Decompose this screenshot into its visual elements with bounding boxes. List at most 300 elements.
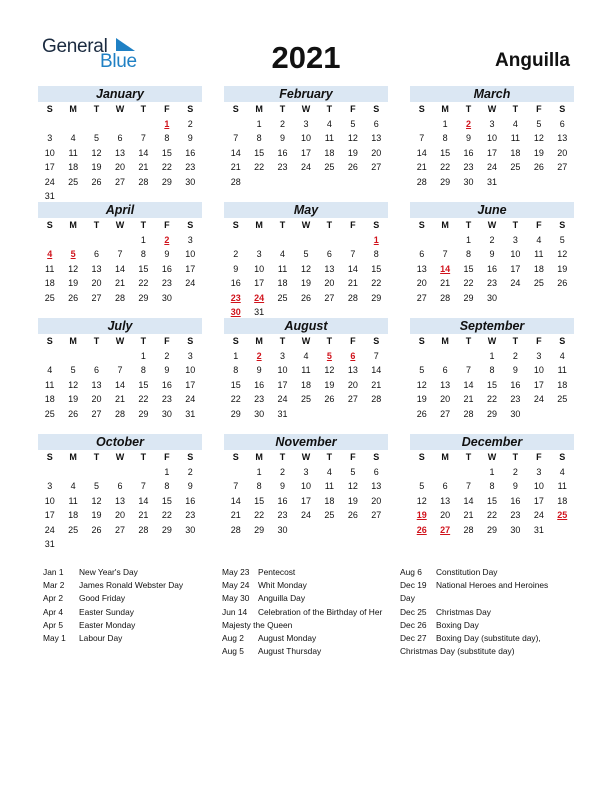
day-cell: 24 [44,524,55,535]
holiday-column [43,566,183,645]
weekday-header [410,218,574,233]
day-cell: 16 [161,263,172,274]
empty-day-cell [294,233,317,248]
month-september [410,318,574,421]
day-cell: 3 [187,234,193,245]
week-row [38,494,202,509]
day-cell: 3 [303,118,309,129]
month-title: January [38,86,202,102]
day-cell: 21 [440,278,451,288]
weekday-header [38,334,202,349]
week-row [410,146,574,161]
empty-day-cell [38,117,61,132]
weekday-label: S [187,452,194,462]
weekday-label: W [301,452,311,462]
weekday-label: M [441,336,449,346]
day-cell: 31 [44,191,55,201]
day-cell: 8 [466,249,472,259]
holiday-date: Dec 27 [400,633,427,644]
logo-triangle-icon [114,37,136,53]
day-cell: 10 [486,133,497,143]
weekday-label: W [115,452,125,462]
day-cell: 10 [185,249,196,259]
day-cell: 29 [486,408,497,419]
day-cell: 18 [324,495,335,506]
day-cell: 9 [512,481,518,491]
day-cell: 24 [533,394,544,404]
day-cell: 9 [164,249,170,259]
empty-day-cell [410,233,433,248]
holiday-entry [43,606,183,619]
day-cell: 27 [347,394,358,404]
day-cell: 19 [416,394,427,404]
day-cell: 17 [533,495,544,506]
day-cell: 3 [489,118,495,129]
weekday-label: T [512,220,519,230]
weekday-label: M [69,104,77,114]
weekday-label: F [536,220,542,230]
day-cell: 1 [140,350,146,361]
day-cell: 28 [114,292,125,303]
week-row [38,479,202,494]
holiday-date: May 24 [222,580,250,591]
week-row [38,508,202,523]
day-cell: 26 [347,162,358,172]
day-cell: 11 [45,263,55,274]
weekday-label: F [164,452,170,462]
holiday-name: National Heroes and Heroines [436,580,549,591]
day-cell: 30 [161,292,172,303]
empty-day-cell [224,233,247,248]
day-cell: 21 [416,162,427,172]
day-cell: 12 [91,147,102,158]
holiday-entry [222,645,382,658]
weekday-label: M [69,336,77,346]
holiday-entry [400,619,548,632]
day-cell: 28 [463,408,474,419]
holiday-column [400,566,548,658]
day-cell: 4 [303,350,309,361]
day-cell: 14 [138,147,149,158]
day-cell: 1 [442,118,448,129]
day-cell: 15 [463,263,474,274]
weekday-label: S [373,452,380,462]
day-cell: 27 [324,292,335,303]
weekday-label: S [232,220,239,230]
week-row [38,233,202,248]
day-cell: 14 [347,263,358,274]
weekday-label: F [536,336,542,346]
empty-day-cell [527,291,550,306]
day-cell: 25 [44,408,55,419]
day-cell: 9 [256,365,262,375]
day-cell: 26 [416,408,427,419]
day-cell: 15 [254,147,265,158]
day-cell: 27 [91,292,102,303]
day-cell: 13 [347,365,358,375]
holiday-name: August Thursday [258,646,322,657]
weekday-label: T [93,220,100,230]
day-cell: 20 [371,495,382,506]
day-cell: 11 [68,147,78,158]
week-row [410,494,574,509]
day-cell: 22 [161,510,172,520]
day-cell: 23 [277,510,288,520]
week-row [410,247,574,262]
day-cell: 1 [140,234,146,245]
day-cell: 16 [277,147,288,158]
day-cell: 6 [442,365,448,375]
day-cell: 14 [230,147,241,158]
day-cell: 1 [233,350,239,361]
weekday-label: W [115,104,125,114]
day-cell: 14 [463,379,474,390]
day-cell: 11 [324,481,335,491]
day-cell: 9 [466,133,472,143]
day-cell: 6 [326,249,332,259]
holiday-name: James Ronald Webster Day [79,580,184,591]
day-cell: 10 [44,495,55,506]
weekday-label: S [559,336,566,346]
weekday-label: M [441,452,449,462]
week-row [38,146,202,161]
holiday-entry [43,592,183,605]
weekday-label: W [115,220,125,230]
empty-day-cell [224,117,247,132]
day-cell: 26 [533,162,544,172]
week-row [38,363,202,378]
holiday-entry [400,606,548,619]
day-cell: 25 [324,510,335,520]
empty-day-cell [38,465,61,480]
day-cell: 10 [510,249,521,259]
day-cell: 10 [254,263,265,274]
holiday-name-continued: Christmas Day (substitute day) [400,646,515,657]
holiday-date: Apr 2 [43,593,64,604]
day-cell: 5 [350,118,356,129]
day-cell: 2 [512,350,518,361]
empty-day-cell [132,465,155,480]
day-cell: 31 [185,408,196,419]
day-cell: 23 [185,162,196,172]
day-cell: 12 [68,263,79,274]
day-cell: 19 [533,147,544,158]
day-cell: 11 [277,263,288,274]
holiday-name: Boxing Day [436,619,479,630]
day-cell: 2 [512,466,518,477]
day-cell: 23 [463,162,474,172]
empty-day-cell [85,117,108,132]
weekday-label: W [115,336,125,346]
day-cell: 1 [466,234,472,245]
month-title: August [224,318,388,334]
week-row [38,378,202,393]
day-cell: 22 [463,278,474,288]
day-cell: 4 [280,249,286,259]
day-cell: 13 [557,133,568,143]
weekday-label: S [559,452,566,462]
week-row [38,131,202,146]
day-cell: 8 [164,481,170,491]
week-row [410,363,574,378]
day-cell: 19 [91,510,102,520]
day-cell: 12 [533,133,544,143]
day-cell: 12 [91,495,102,506]
holiday-name: Labour Day [79,633,123,644]
day-cell: 7 [233,481,239,491]
week-row [224,146,388,161]
month-december [410,434,574,537]
day-cell: 15 [161,147,172,158]
day-cell: 17 [300,495,311,506]
day-cell: 6 [94,365,100,375]
day-cell: 28 [138,176,149,187]
weekday-header [224,334,388,349]
day-cell: 17 [44,510,55,520]
day-cell: 28 [463,524,474,535]
holiday-day-cell: 2 [256,350,262,361]
day-cell: 13 [114,147,125,158]
weekday-label: M [441,220,449,230]
day-cell: 20 [324,278,335,288]
empty-day-cell [433,349,456,364]
day-cell: 7 [466,481,472,491]
week-row [38,117,202,132]
day-cell: 4 [70,133,76,143]
weekday-label: T [326,336,333,346]
weekday-label: T [326,220,333,230]
week-row [38,175,202,190]
day-cell: 15 [161,495,172,506]
day-cell: 14 [114,263,125,274]
day-cell: 18 [557,495,568,506]
weekday-label: S [373,336,380,346]
week-row [410,378,574,393]
day-cell: 17 [185,263,196,274]
holiday-day-cell: 30 [230,307,241,317]
day-cell: 30 [510,408,521,419]
day-cell: 7 [140,481,146,491]
day-cell: 8 [164,133,170,143]
day-cell: 17 [300,147,311,158]
day-cell: 20 [371,147,382,158]
weekday-label: M [255,104,263,114]
day-cell: 17 [44,162,55,172]
weekday-label: T [512,104,519,114]
week-row [410,523,574,538]
weekday-label: T [465,452,472,462]
holiday-date: Aug 5 [222,646,244,657]
day-cell: 30 [486,292,497,303]
month-title: November [224,434,388,450]
week-row [224,276,388,291]
day-cell: 8 [256,133,262,143]
weekday-label: S [559,104,566,114]
empty-day-cell [179,291,202,306]
weekday-label: T [465,104,472,114]
day-cell: 10 [185,365,196,375]
holiday-name: Easter Sunday [79,606,134,617]
weekday-label: S [373,104,380,114]
holiday-date: Apr 4 [43,606,64,617]
day-cell: 8 [233,365,239,375]
day-cell: 3 [536,466,542,477]
day-cell: 20 [91,278,102,288]
week-row [38,291,202,306]
day-cell: 6 [117,133,123,143]
day-cell: 5 [419,481,425,491]
weekday-header [38,102,202,117]
empty-day-cell [365,175,388,190]
day-cell: 24 [533,510,544,520]
day-cell: 16 [277,495,288,506]
day-cell: 19 [324,379,335,390]
empty-day-cell [504,291,527,306]
week-row [410,233,574,248]
weekday-label: S [46,220,53,230]
day-cell: 23 [277,162,288,172]
weekday-label: F [164,104,170,114]
day-cell: 3 [303,466,309,477]
empty-day-cell [365,407,388,422]
day-cell: 7 [442,249,448,259]
weekday-label: M [69,452,77,462]
day-cell: 24 [486,162,497,172]
day-cell: 23 [185,510,196,520]
day-cell: 9 [233,263,239,274]
holiday-entry [400,566,548,579]
holiday-day-cell: 25 [557,510,568,520]
day-cell: 8 [140,365,146,375]
weekday-label: M [255,220,263,230]
holiday-name: Pentecost [258,567,296,577]
day-cell: 3 [536,350,542,361]
empty-day-cell [85,465,108,480]
week-row [224,262,388,277]
day-cell: 3 [187,350,193,361]
week-row [38,349,202,364]
day-cell: 22 [486,394,497,404]
weekday-label: T [140,336,147,346]
day-cell: 6 [117,481,123,491]
day-cell: 20 [114,510,125,520]
day-cell: 9 [187,133,193,143]
day-cell: 20 [114,162,125,172]
holiday-name: Christmas Day [436,606,491,617]
day-cell: 30 [463,176,474,187]
day-cell: 30 [161,408,172,419]
weekday-label: S [232,452,239,462]
week-row [224,479,388,494]
day-cell: 26 [91,524,102,535]
day-cell: 30 [254,408,265,419]
day-cell: 27 [371,162,382,172]
day-cell: 9 [164,365,170,375]
empty-day-cell [61,465,84,480]
weekday-label: S [373,220,380,230]
day-cell: 13 [440,379,451,390]
week-row [410,392,574,407]
day-cell: 21 [138,510,149,520]
day-cell: 12 [416,379,427,390]
empty-day-cell [318,407,341,422]
empty-day-cell [527,407,550,422]
day-cell: 25 [277,292,288,303]
day-cell: 7 [117,365,123,375]
day-cell: 24 [300,162,311,172]
day-cell: 21 [138,162,149,172]
empty-day-cell [457,349,480,364]
day-cell: 11 [324,133,335,143]
day-cell: 30 [277,524,288,535]
empty-day-cell [341,407,364,422]
day-cell: 9 [512,365,518,375]
day-cell: 28 [230,176,241,187]
day-cell: 25 [68,176,79,187]
day-cell: 21 [463,510,474,520]
day-cell: 15 [371,263,382,274]
weekday-label: F [536,452,542,462]
holiday-entry [400,579,548,592]
day-cell: 14 [371,365,382,375]
day-cell: 30 [510,524,521,535]
holiday-name-continued: Majesty the Queen [222,619,293,630]
week-row [224,175,388,190]
holiday-name: August Monday [258,633,317,644]
day-cell: 21 [230,510,241,520]
day-cell: 2 [489,234,495,245]
holiday-day-cell: 2 [164,234,170,245]
weekday-label: T [279,336,286,346]
week-row [38,465,202,480]
week-row [224,117,388,132]
weekday-header [38,450,202,465]
month-february [224,86,388,189]
holiday-day-cell: 5 [326,350,332,361]
day-cell: 18 [277,278,288,288]
empty-day-cell [38,349,61,364]
day-cell: 23 [510,394,521,404]
weekday-header [410,334,574,349]
day-cell: 24 [44,176,55,187]
month-april [38,202,202,305]
day-cell: 13 [416,263,427,274]
holiday-name: Boxing Day (substitute day), [436,633,541,644]
weekday-label: S [418,104,425,114]
day-cell: 22 [254,162,265,172]
day-cell: 5 [94,481,100,491]
holiday-entry [222,579,382,592]
empty-day-cell [341,175,364,190]
weekday-label: T [93,336,100,346]
holiday-date: Dec 19 [400,580,427,591]
day-cell: 29 [440,176,451,187]
empty-day-cell [410,117,433,132]
day-cell: 2 [280,466,286,477]
day-cell: 18 [324,147,335,158]
day-cell: 2 [280,118,286,129]
empty-day-cell [341,523,364,538]
day-cell: 5 [419,365,425,375]
week-row [38,262,202,277]
empty-day-cell [108,233,131,248]
weekday-label: W [487,452,497,462]
generalblue-logo [40,36,140,76]
empty-day-cell [457,465,480,480]
day-cell: 23 [161,278,172,288]
holiday-entry [222,606,382,619]
day-cell: 29 [463,292,474,303]
